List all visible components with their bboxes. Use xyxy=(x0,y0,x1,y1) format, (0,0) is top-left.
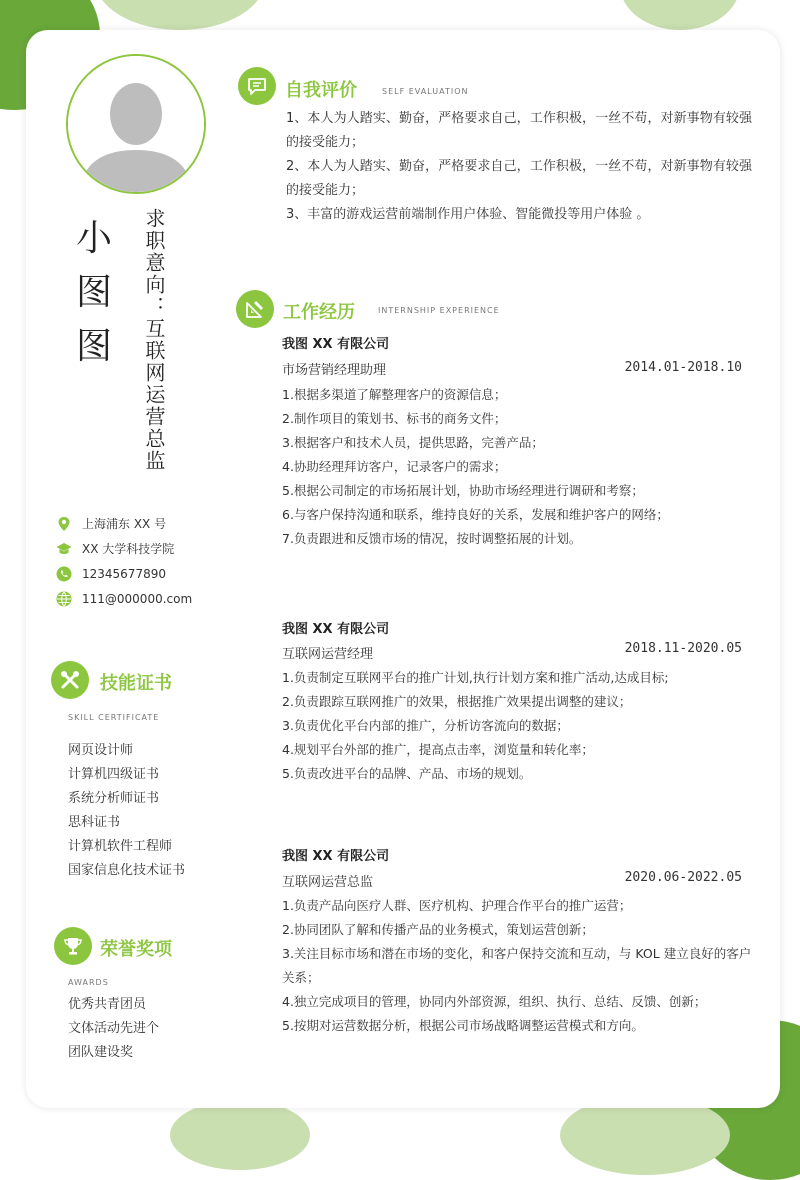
duty-item: 4.规划平台外部的推广，提高点击率，浏览量和转化率； xyxy=(282,742,594,757)
job-company: 我图 XX 有限公司 xyxy=(282,622,390,637)
self-eval-badge xyxy=(238,67,276,105)
self-eval-paragraphs xyxy=(286,107,752,227)
list-item: 国家信息化技术证书 xyxy=(68,863,186,878)
contact-text: 12345677890 xyxy=(82,566,166,581)
duty-item: 1.负责制定互联网平台的推广计划,执行计划方案和推广活动,达成目标; xyxy=(282,670,669,685)
avatar xyxy=(66,54,206,194)
duty-item: 6.与客户保持沟通和联系，维持良好的关系，发展和维护客户的网络； xyxy=(282,507,669,522)
duty-item: 4.协助经理拜访客户，记录客户的需求； xyxy=(282,459,507,474)
decor-blob-top-center xyxy=(95,0,265,30)
work-badge xyxy=(236,290,274,328)
awards-badge xyxy=(54,927,92,965)
duty-item: 5.负责改进平台的品牌、产品、市场的规划。 xyxy=(282,766,532,781)
contact-text: 111@000000.com xyxy=(82,591,193,606)
contact-school xyxy=(56,536,236,561)
person-silhouette-icon xyxy=(68,56,204,192)
job-duties xyxy=(282,666,760,786)
list-item: 计算机软件工程师 xyxy=(68,839,173,854)
duty-item: 2.协同团队了解和传播产品的业务模式，策划运营创新； xyxy=(282,922,594,937)
list-item: 思科证书 xyxy=(68,815,121,830)
duty-item: 3.负责优化平台内部的推广，分析访客流向的数据； xyxy=(282,718,569,733)
ruler-pencil-icon xyxy=(244,298,266,320)
work-subtitle: INTERNSHIP EXPERIENCE xyxy=(378,306,500,315)
list-item: 优秀共青团员 xyxy=(68,997,147,1012)
name-char: 小 xyxy=(75,218,112,259)
job-intent: 求职意向：互联网运营总监 xyxy=(142,208,166,472)
name-char: 图 xyxy=(75,326,112,367)
contact-phone xyxy=(56,561,236,586)
self-eval-item: 2、本人为人踏实、勤奋，严格要求自己，工作积极，一丝不苟，对新事物有较强的接受能力； xyxy=(286,159,752,198)
job-date: 2020.06-2022.05 xyxy=(624,870,742,885)
duty-item: 5.按期对运营数据分析，根据公司市场战略调整运营模式和方向。 xyxy=(282,1018,644,1033)
location-icon xyxy=(56,516,72,532)
tools-icon xyxy=(59,669,81,691)
duty-item: 7.负责跟进和反馈市场的情况，按时调整拓展的计划。 xyxy=(282,531,582,546)
duty-item: 5.根据公司制定的市场拓展计划，协助市场经理进行调研和考察； xyxy=(282,483,644,498)
globe-icon xyxy=(56,591,72,607)
duty-item: 3.根据客户和技术人员，提供思路，完善产品； xyxy=(282,435,544,450)
contact-text: 上海浦东 XX 号 xyxy=(82,517,167,531)
decor-blob-bottom-left xyxy=(170,1100,310,1170)
decor-blob-top-right xyxy=(620,0,740,30)
skills-subtitle: SKILL CERTIFICATE xyxy=(68,713,160,722)
contact-list xyxy=(56,511,236,611)
self-eval-item: 3、丰富的游戏运营前端制作用户体验、智能微投等用户体验 。 xyxy=(286,207,650,222)
graduation-cap-icon xyxy=(56,541,72,557)
speech-bubble-icon xyxy=(246,75,268,97)
job-duties xyxy=(282,383,760,551)
job-role: 互联网运营经理 xyxy=(282,647,374,662)
job-date: 2014.01-2018.10 xyxy=(624,360,742,375)
duty-item: 2.负责跟踪互联网推广的效果，根据推广效果提出调整的建议； xyxy=(282,694,632,709)
duty-item: 3.关注目标市场和潜在市场的变化，和客户保持交流和互动，与 KOL 建立良好的客户关系； xyxy=(282,946,752,985)
trophy-icon xyxy=(62,935,84,957)
duty-item: 4.独立完成项目的管理，协同内外部资源，组织、执行、总结、反馈、创新； xyxy=(282,994,707,1009)
list-item: 系统分析师证书 xyxy=(68,791,160,806)
list-item: 文体活动先进个 xyxy=(68,1021,160,1036)
name-char: 图 xyxy=(75,272,112,313)
phone-icon xyxy=(56,566,72,582)
contact-text: XX 大学科技学院 xyxy=(82,542,175,556)
job-company: 我图 XX 有限公司 xyxy=(282,337,390,352)
duty-item: 2.制作项目的策划书、标书的商务文件； xyxy=(282,411,507,426)
skills-list xyxy=(68,739,185,883)
duty-item: 1.负责产品向医疗人群、医疗机构、护理合作平台的推广运营； xyxy=(282,898,632,913)
contact-email xyxy=(56,586,236,611)
awards-subtitle: AWARDS xyxy=(68,978,109,987)
job-company: 我图 XX 有限公司 xyxy=(282,849,390,864)
duty-item: 1.根据多渠道了解整理客户的资源信息； xyxy=(282,387,507,402)
list-item: 计算机四级证书 xyxy=(68,767,160,782)
job-role: 市场营销经理助理 xyxy=(282,363,387,378)
awards-title: 荣誉奖项 xyxy=(100,939,172,960)
self-eval-item: 1、本人为人踏实、勤奋，严格要求自己，工作积极，一丝不苟，对新事物有较强的接受能力； xyxy=(286,111,752,150)
self-eval-subtitle: SELF EVALUATION xyxy=(382,87,469,96)
job-date: 2018.11-2020.05 xyxy=(624,641,742,656)
skills-title: 技能证书 xyxy=(100,673,172,694)
work-title: 工作经历 xyxy=(283,302,355,323)
job-duties xyxy=(282,894,760,1038)
awards-list xyxy=(68,993,159,1065)
skills-badge xyxy=(51,661,89,699)
contact-address xyxy=(56,511,236,536)
self-eval-title: 自我评价 xyxy=(285,80,357,101)
list-item: 团队建设奖 xyxy=(68,1045,134,1060)
job-role: 互联网运营总监 xyxy=(282,875,374,890)
applicant-name xyxy=(74,212,114,374)
list-item: 网页设计师 xyxy=(68,743,134,758)
